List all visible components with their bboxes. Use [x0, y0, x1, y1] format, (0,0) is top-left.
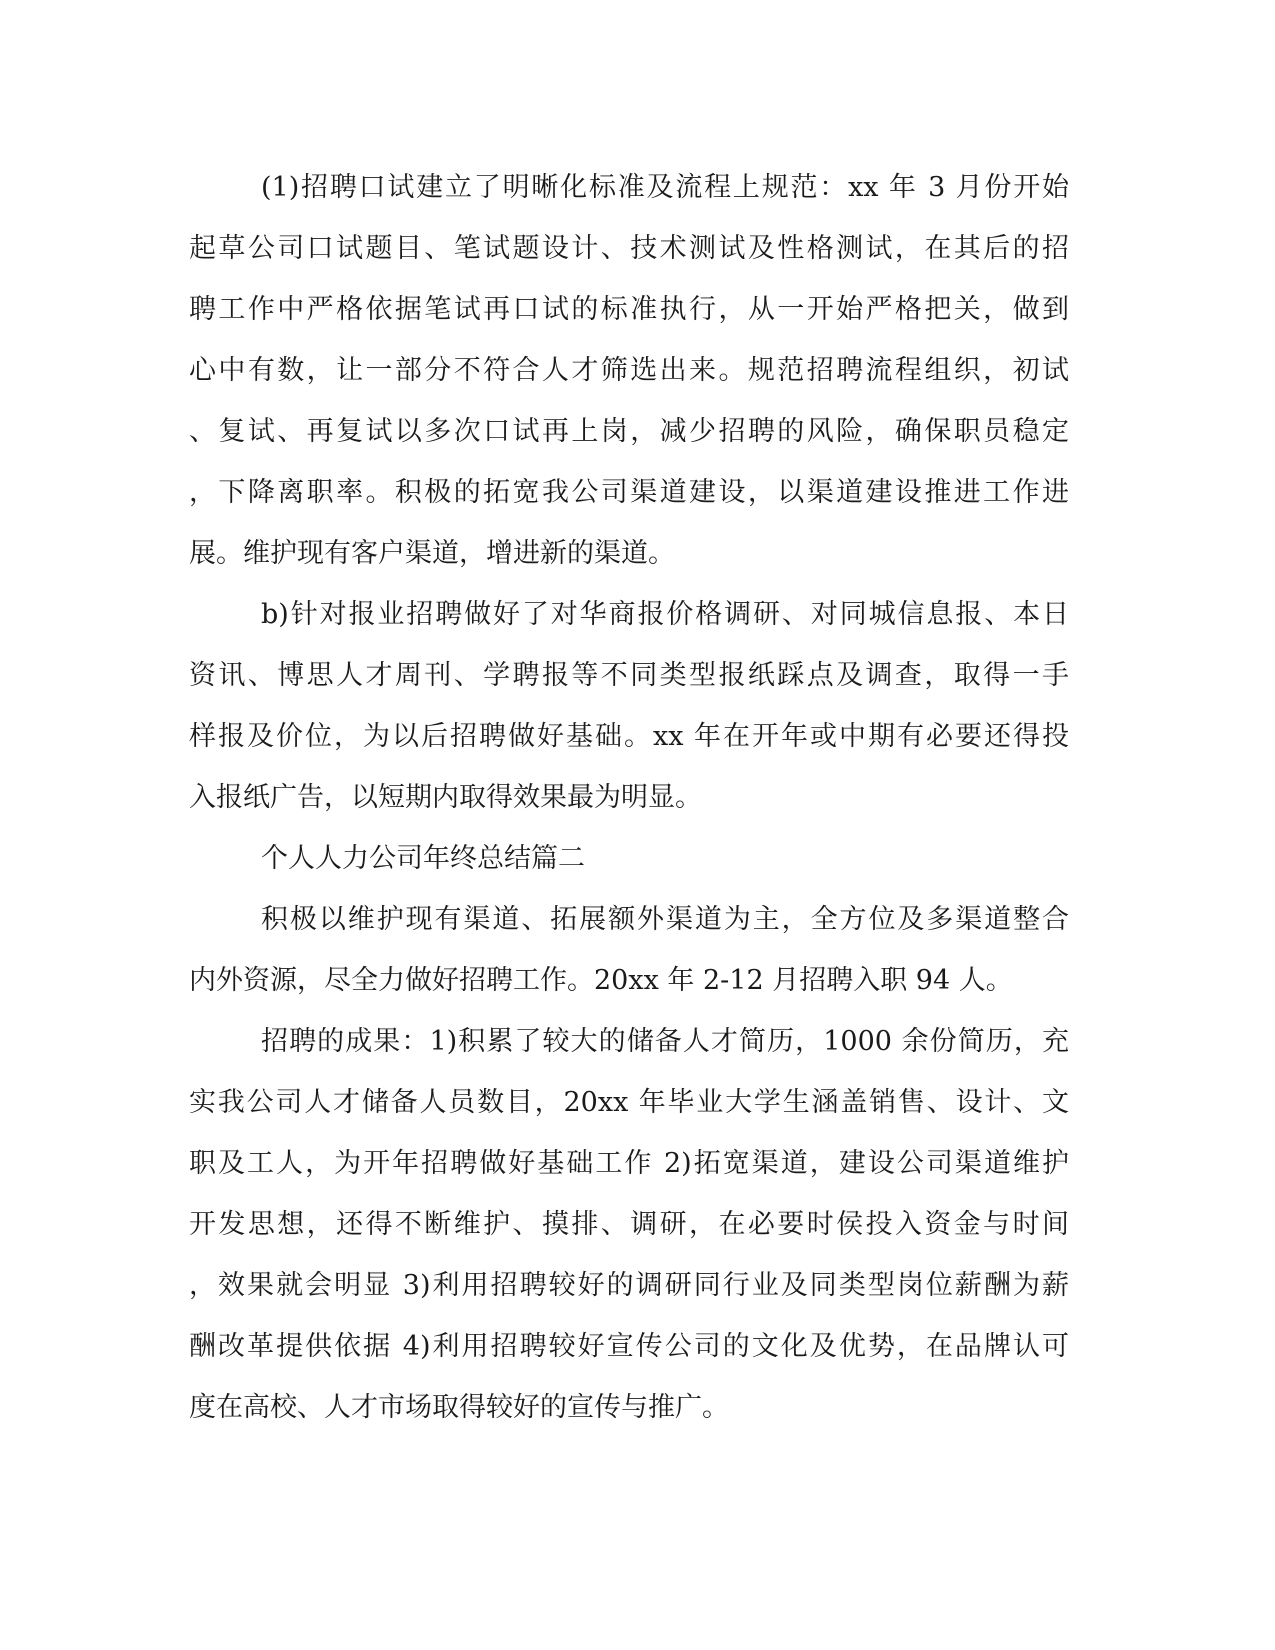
text-line: ，效果就会明显 3)利用招聘较好的调研同行业及同类型岗位薪酬为薪	[189, 1270, 1069, 1301]
paragraph-channels	[189, 889, 1069, 1011]
text-line: 展。维护现有客户渠道，增进新的渠道。	[189, 538, 675, 569]
text-line: 内外资源，尽全力做好招聘工作。20xx 年 2-12 月招聘入职 94 人。	[189, 965, 1013, 996]
text-line: 聘工作中严格依据笔试再口试的标准执行，从一开始严格把关，做到	[189, 294, 1069, 325]
text-line: 起草公司口试题目、笔试题设计、技术测试及性格测试，在其后的招	[189, 233, 1069, 264]
text-line: 积极以维护现有渠道、拓展额外渠道为主，全方位及多渠道整合	[261, 904, 1069, 935]
text-line: 资讯、博思人才周刊、学聘报等不同类型报纸踩点及调查，取得一手	[189, 660, 1069, 691]
paragraph-recruitment-interview	[189, 157, 1069, 584]
section-title: 个人人力公司年终总结篇二	[261, 843, 585, 874]
section-heading	[189, 828, 1069, 889]
text-line: 心中有数，让一部分不符合人才筛选出来。规范招聘流程组织，初试	[189, 355, 1069, 386]
text-line: (1)招聘口试建立了明晰化标准及流程上规范：xx 年 3 月份开始	[261, 172, 1069, 203]
text-line: 入报纸广告，以短期内取得效果最为明显。	[189, 782, 702, 813]
paragraph-results	[189, 1011, 1069, 1438]
text-line: 样报及价位，为以后招聘做好基础。xx 年在开年或中期有必要还得投	[189, 721, 1069, 752]
text-line: 、复试、再复试以多次口试再上岗，减少招聘的风险，确保职员稳定	[189, 416, 1069, 447]
text-line: ，下降离职率。积极的拓宽我公司渠道建设，以渠道建设推进工作进	[189, 477, 1069, 508]
document-body	[189, 157, 1069, 1438]
text-line: 招聘的成果：1)积累了较大的储备人才简历，1000 余份简历，充	[261, 1026, 1069, 1057]
paragraph-newspaper-recruitment	[189, 584, 1069, 828]
text-line: b)针对报业招聘做好了对华商报价格调研、对同城信息报、本日	[261, 599, 1069, 630]
text-line: 开发思想，还得不断维护、摸排、调研，在必要时侯投入资金与时间	[189, 1209, 1069, 1240]
text-line: 职及工人，为开年招聘做好基础工作 2)拓宽渠道，建设公司渠道维护	[189, 1148, 1069, 1179]
text-line: 度在高校、人才市场取得较好的宣传与推广。	[189, 1392, 729, 1423]
text-line: 实我公司人才储备人员数目，20xx 年毕业大学生涵盖销售、设计、文	[189, 1087, 1069, 1118]
text-line: 酬改革提供依据 4)利用招聘较好宣传公司的文化及优势，在品牌认可	[189, 1331, 1069, 1362]
